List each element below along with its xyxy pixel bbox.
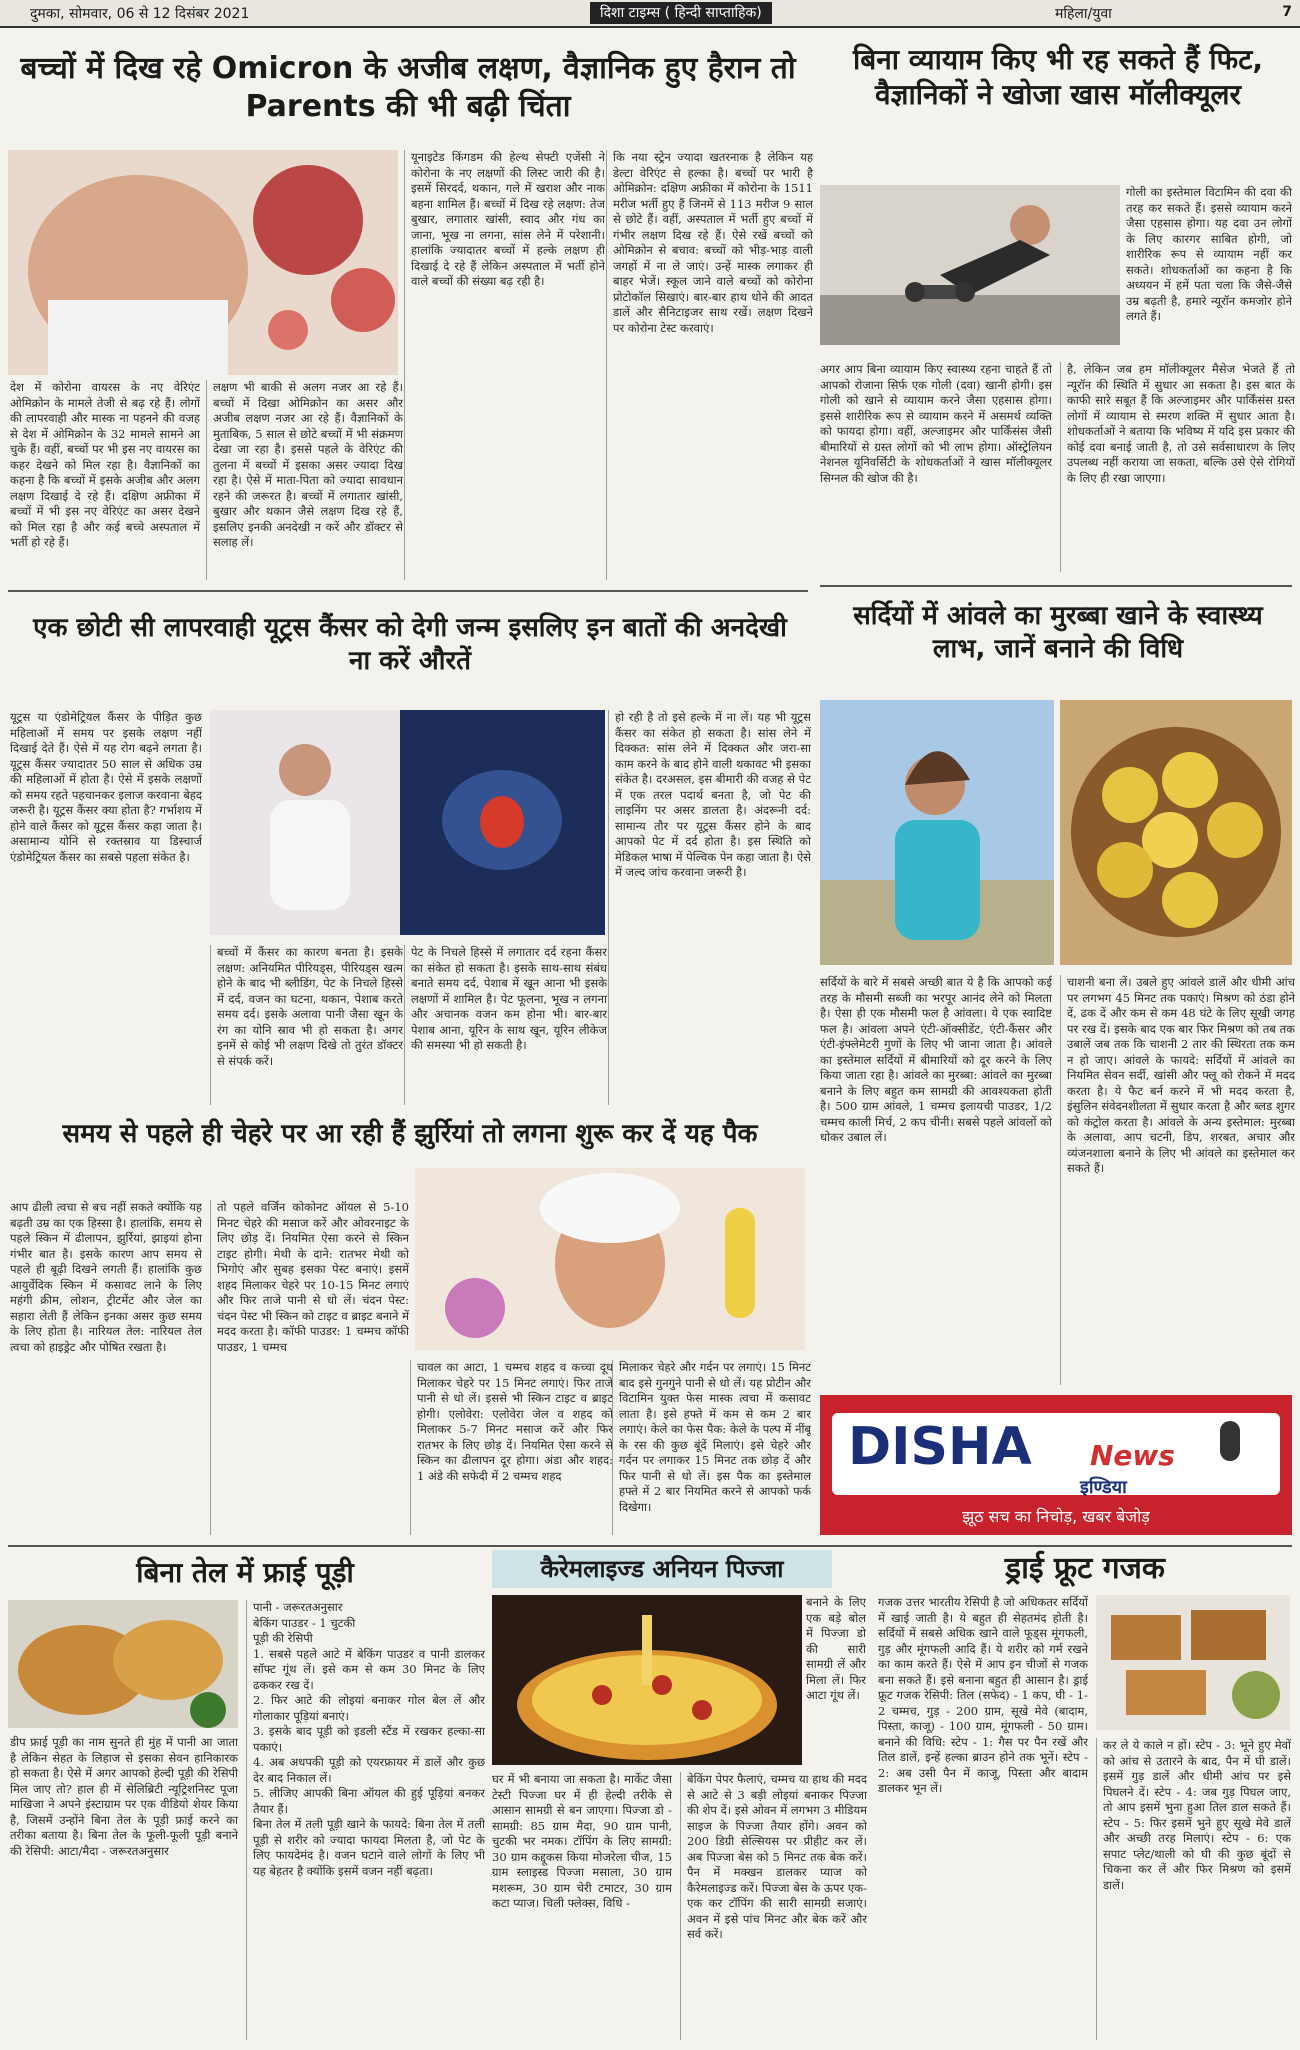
page-header	[0, 0, 1300, 28]
wrinkles-col-1: आप ढीली त्वचा से बच नहीं सकते क्योंकि यह बढ़ती उम्र का एक हिस्सा है। हालांकि, समय से पहले स्किन में ढीलापन, झुर्रियां, झाइयां होना गंभीर बात है। इसके कारण आप समय से पहले ही बूढ़ी दिखने लगती हैं। हालांकि कुछ आयुर्वेदिक स्किन में कसावट लाने के लिए महंगी क्रीम, लोशन, ट्रीटमेंट और जेल का सहारा लेती हैं लेकिन इनका असर कुछ समय के लिए होता है। नारियल तेल: नारियल तेल त्वचा को हाइड्रेट और पोषित रखता है।	[10, 1200, 202, 1354]
pizza-col-1: घर में भी बनाया जा सकता है। मार्केट जैसा टेस्टी पिज्जा घर में ही हेल्दी तरीके से आसान सामग्री से बन जाएगा। पिज्जा डो - सामग्री: 85 ग्राम मैदा, 90 ग्राम पानी, चुटकी भर नमक। टॉपिंग के लिए सामग्री: 30 ग्राम कद्दूकस किया मोजरेला चीज, 15 ग्राम स्लाइस्ड पिज्जा मसाला, 30 ग्राम मशरूम, 30 ग्राम चेरी टमाटर, 30 ग्राम कटा प्याज। चिली फ्लेक्स, विधि -	[492, 1772, 672, 1910]
omicron-col-1: देश में कोरोना वायरस के नए वेरिएंट ओमिक्रोन के मामले तेजी से बढ़ रहे हैं। लोगों की लापरवाही और मास्क ना पहनने की वजह से देश में ओमिक्रोन के 32 मामले सामने आ चुके हैं। वहीं, बच्चों पर भी इस नए वायरस का कहर देखने को मिल रहा है। वैज्ञानिकों का कहना है कि बच्चों में इसके अजीब और अलग लक्षण दिखाई दे रहे हैं। दक्षिण अफ्रीका में बच्चों में भी इस नए वेरिएंट का असर देखने को मिल रहा है और कई बच्चे अस्पताल में भर्ती हो रहे हैं।	[10, 380, 200, 549]
face-pack-photo	[415, 1168, 805, 1350]
omicron-col-3: यूनाइटेड किंगडम की हेल्थ सेफ्टी एजेंसी ने कोरोना के नए लक्षणों की लिस्ट जारी की है। इसमें सिरदर्द, थकान, गले में खराश और नाक बहना शामिल हैं। बच्चों में दिख रहे लक्षण: तेज बुखार, लगातार खांसी, स्वाद और गंध का जाना, भूख ना लगना, सांस लेने में परेशानी। हालांकि ज्यादातर बच्चों में हल्के लक्षण ही दिखाई दे रहे हैं लेकिन अस्पताल में भर्ती होने वाले बच्चों की संख्या बढ़ रही है।	[404, 150, 605, 580]
masthead: दिशा टाइम्स ( हिन्दी साप्ताहिक)	[590, 2, 772, 24]
amla-woman-photo	[820, 700, 1054, 965]
article-puri-headline: बिना तेल में फ्राई पूड़ी	[136, 1556, 354, 1589]
fitness-col-2: है, लेकिन जब हम मॉलीक्यूलर मैसेज भेजते हैं तो न्यूरॉन की स्थिति में सुधार आ सकता है। इस बात के काफी सारे सबूत हैं कि अल्जाइमर और पार्किंसंस ग्रस्त लोगों में व्यायाम से स्मरण शक्ति में सुधार आता है। शोधकर्ताओं ने बताया कि भविष्य में यदि इस प्रकार की कोई दवा बनाई जाती है, तो उसे सर्वसाधारण के लिए उपलब्ध नहीं कराया जा सकता, बल्कि उसे ऐसे रोगियों के लिए ही रखा जाएगा।	[1060, 362, 1295, 572]
puri-col-2: पानी - जरूरतअनुसार बेकिंग पाउडर - 1 चुटकी पूड़ी की रेसिपी 1. सबसे पहले आटे में बेकिंग पाउडर व पानी डालकर सॉफ्ट गूंथ लें। इसे कम से कम 30 मिनट के लिए ढककर रख दें। 2. फिर आटे की लोइयां बनाकर गोल बेल लें और गोलाकार पूड़ियां बनाएं। 3. इसके बाद पूड़ी को इडली स्टैंड में रखकर हल्का-सा पकाएं। 4. अब अधपकी पूड़ी को एयरफ्रायर में डालें और कुछ देर बाद निकाल लें। 5. लीजिए आपकी बिना ऑयल की हुई पूड़ियां बनकर तैयार हैं। बिना तेल में तली पूड़ी खाने के फायदे: बिना तेल में तली पूड़ी से शरीर को ज्यादा फायदा मिलता है, जो पेट के लिए फायदेमंद है। वजन घटाने वाले लोगों के लिए भी यह बेहतर है क्योंकि इसमें वजन नहीं बढ़ता।	[246, 1600, 485, 2040]
article-omicron-headline: बच्चों में दिख रहे Omicron के अजीब लक्षण, वैज्ञानिक हुए हैरान तो Parents की भी बढ़ी चिंता	[20, 51, 796, 124]
disha-news-ad	[820, 1395, 1292, 1535]
wrinkles-col-4: मिलाकर चेहरे और गर्दन पर लगाएं। 15 मिनट बाद इसे गुनगुने पानी से धो लें। यह प्रोटीन और विटामिन युक्त फेस मास्क त्वचा में कसावट लाता है। इसे हफ्ते में कम से कम 2 बार लगाएं। केले का फेस पैक: केले के पल्प में नींबू के रस की कुछ बूंदें मिलाएं। इसे चेहरे और गर्दन पर लगाकर 15 मिनट तक छोड़ दें और फिर पानी से धो लें। इस पैक का इस्तेमाल हफ्ते में 2 बार नियमित करने से आपको फर्क दिखेगा।	[612, 1360, 811, 1535]
divider	[8, 590, 808, 592]
wrinkles-col-2: तो पहले वर्जिन कोकोनट ऑयल से 5-10 मिनट चेहरे की मसाज करें और ओवरनाइट के लिए छोड़ दें। नियमित ऐसा करने से स्किन टाइट होगी। मेथी के दाने: रातभर मेथी को भिगोएं और सुबह इसका पेस्ट बनाएं। इसमें शहद मिलाकर चेहरे पर 10-15 मिनट लगाएं और फिर ताजे पानी से धो लें। चंदन पेस्ट: चंदन पेस्ट भी स्किन को टाइट व ब्राइट बनाने में मदद करता है। कॉफी पाउडर: 1 चम्मच कॉफी पाउडर, 1 चम्मच	[210, 1200, 409, 1535]
uterus-col-3: पेट के निचले हिस्से में लगातार दर्द रहना कैंसर का संकेत हो सकता है। इसके साथ-साथ संबंध बनाते समय दर्द, पेशाब में खून आना भी इसके लक्षणों में शामिल है। पेट फूलना, भूख न लगना और अचानक वजन कम होना भी। बार-बार पेशाब आना, यूरिन के साथ खून, यूरिन लीकेज की समस्या भी हो सकती है।	[404, 945, 607, 1105]
article-pizza-headline: कैरेमलाइज्ड अनियन पिज्जा	[492, 1550, 832, 1588]
page-number: 7	[1282, 4, 1292, 20]
ad-sub: इण्डिया	[1080, 1477, 1127, 1498]
divider	[820, 585, 1292, 587]
omicron-photo	[8, 150, 398, 375]
section-label: महिला/युवा	[1055, 6, 1112, 22]
article-wrinkles-headline: समय से पहले ही चेहरे पर आ रही हैं झुर्रियां तो लगना शुरू कर दें यह पैक	[62, 1119, 758, 1149]
article-uterus-headline: एक छोटी सी लापरवाही यूट्रस कैंसर को देगी जन्म इसलिए इन बातों की अनदेखी ना करें औरतें	[33, 613, 787, 676]
divider	[8, 1545, 1292, 1547]
omicron-col-4: कि नया स्ट्रेन ज्यादा खतरनाक है लेकिन यह डेल्टा वेरिएंट से हल्का है। बच्चों पर भारी है ओमिक्रोन: दक्षिण अफ्रीका में कोरोना के 1511 मरीज भर्ती हुए हैं जिनमें से 113 मरीज 9 साल से छोटे हैं। वहीं, अस्पताल में भर्ती हुए बच्चों में गंभीर लक्षण दिख रहे हैं। ऐसे रखें बच्चों को ओमिक्रोन से बचाव: बच्चों को भीड़-भाड़ वाली जगहों में ना ले जाएं। उन्हें मास्क लगाकर ही बाहर भेजें। स्कूल जाने वाले बच्चों को कोरोना प्रोटोकॉल सिखाएं। बार-बार हाथ धोने की आदत डालें और सैनिटाइजर साथ रखें। लक्षण दिखने पर कोरोना टेस्ट करवाएं।	[606, 150, 813, 580]
gajak-col-1: गजक उत्तर भारतीय रेसिपी है जो अधिकतर सर्दियों में खाई जाती है। ये बहुत ही सेहतमंद होती है। सर्दियों में सबसे अधिक खाने वाले फूड्स मूंगफली, गुड़ और मूंगफली आदि हैं। ये शरीर को गर्म रखने का काम करते हैं। ऐसे में आप इन चीजों से गजक बना सकते हैं। इसे बनाना बहुत ही आसान है। ड्राई फ्रूट गजक रेसिपी: तिल (सफेद) - 1 कप, घी - 1-2 चम्मच, गुड़ - 200 ग्राम, सूखे मेवे (बादाम, पिस्ता, काजू) - 100 ग्राम, मूंगफली - 50 ग्राम। बनाने की विधि: स्टेप - 1: गैस पर पैन रखें और तिल डालें, इन्हें हल्का ब्राउन होने तक भूनें। स्टेप - 2: अब उसी पैन में काजू, पिस्ता और बादाम डालकर भून लें।	[878, 1595, 1088, 1795]
fitness-photo	[820, 185, 1120, 345]
uterus-col-2: बच्चों में कैंसर का कारण बनता है। इसके लक्षण: अनियमित पीरियड्स, पीरियड्स खत्म होने के बाद भी ब्लीडिंग, पेट के निचले हिस्से में दर्द, वजन का घटना, थकान, पेशाब करते समय दर्द। इसके अलावा पानी जैसा खून के रंग का योनि स्राव भी हो सकता है। अगर इनमें से कोई भी लक्षण दिखे तो तुरंत डॉक्टर से संपर्क करें।	[210, 945, 403, 1105]
uterus-photo	[210, 710, 605, 935]
puri-col-1: डीप फ्राई पूड़ी का नाम सुनते ही मुंह में पानी आ जाता है लेकिन सेहत के लिहाज से इसका सेवन हानिकारक हो सकता है। ऐसे में अगर आपको हेल्दी पूड़ी की रेसिपी मिल जाए तो? हाल ही में सेलिब्रिटी न्यूट्रिशनिस्ट पूजा माखिजा ने अपने इंस्टाग्राम पर एक वीडियो शेयर किया है, जिसमें उन्होंने बिना तेल के पूड़ी फ्राई करने का तरीका बताया है। बिना तेल के फूली-फूली पूड़ी बनाने की रेसिपी: आटा/मैदा - जरूरतअनुसार	[10, 1735, 238, 1858]
issue-date: दुमका, सोमवार, 06 से 12 दिसंबर 2021	[30, 6, 250, 22]
wrinkles-col-3: चावल का आटा, 1 चम्मच शहद व कच्चा दूध मिलाकर चेहरे पर 15 मिनट लगाएं। फिर ताजे पानी से धो लें। इससे भी स्किन टाइट व ब्राइट होगी। एलोवेरा: एलोवेरा जेल व शहद को मिलाकर 5-7 मिनट मसाज करें और फिर रातभर के लिए छोड़ दें। नियमित ऐसा करने से स्किन का ढीलापन दूर होगा। अंडा और शहद: 1 अंडे की सफेदी में 2 चम्मच शहद	[410, 1360, 613, 1535]
article-fitness-headline: बिना व्यायाम किए भी रह सकते हैं फिट, वैज्ञानिकों ने खोजा खास मॉलीक्यूलर	[853, 43, 1263, 111]
amla-col-1: सर्दियों के बारे में सबसे अच्छी बात ये है कि आपको कई तरह के मौसमी सब्जी का भरपूर आनंद लेने को मिलता है। ऐसा ही एक मौसमी फल है आंवला। ये एक स्वादिष्ट फल है। आंवला अपने एंटी-ऑक्सीडेंट, एंटी-कैंसर और एंटी-इंफ्लेमेटरी गुणों के लिए भी जाना जाता है। आंवले का इस्तेमाल सर्दियों में बीमारियों को दूर करने के लिए किया जाता रहा है। आंवले का मुरब्बा: आंवले का मुरब्बा बनाने के लिए बहुत कम सामग्री की आवश्यकता होती है। 500 ग्राम आंवले, 1 चम्मच इलायची पाउडर, 1/2 चम्मच काली मिर्च, 2 कप चीनी। सबसे पहले आंवलों को धोकर उबाल लें।	[820, 975, 1052, 1144]
ad-news: News	[1090, 1439, 1175, 1472]
microphone-icon	[1220, 1421, 1240, 1461]
omicron-col-2: लक्षण भी बाकी से अलग नजर आ रहे हैं। बच्चों में दिखा ओमिक्रोन का असर और अजीब लक्षण नजर आ रहे हैं। वैज्ञानिकों के मुताबिक, 5 साल से छोटे बच्चों में भी संक्रमण देखा जा रहा है। इससे पहले के वेरिएंट की तुलना में बच्चों में इसका असर ज्यादा दिख रहा है। ऐसे में माता-पिता को ज्यादा सावधान रहने की जरूरत है। बच्चों में लगातार खांसी, बुखार और थकान जैसे लक्षण दिख रहे हैं, इसलिए इनकी अनदेखी न करें और डॉक्टर से सलाह लें।	[206, 380, 403, 580]
fitness-col-1: अगर आप बिना व्यायाम किए स्वास्थ्य रहना चाहते हैं तो आपको रोजाना सिर्फ एक गोली (दवा) खानी होगी। इस गोली को खाने से व्यायाम करने जैसा एहसास होगा। इससे शारीरिक रूप से व्यायाम करने में असमर्थ व्यक्ति को फायदा होगा। वहीं, अल्जाइमर और पार्किंसंस जैसी बीमारियों से ग्रस्त लोगों को भी लाभ होगा। ऑस्ट्रेलियन नेशनल यूनिवर्सिटी के शोधकर्ताओं ने खास मॉलीक्यूलर सिग्नल की खोज की है।	[820, 362, 1052, 485]
gajak-col-2: कर ले ये काले न हों। स्टेप - 3: भूने हुए मेवों को आंच से उतारने के बाद, पैन में घी डालें। इसमें गुड़ डालें और धीमी आंच पर इसे पिघलने दें। स्टेप - 4: जब गुड़ पिघल जाए, तो आप इसमें भुना हुआ तिल डाल सकते हैं। स्टेप - 5: फिर इसमें भुने हुए सूखे मेवे डालें और अच्छी तरह मिलाएं। स्टेप - 6: एक सपाट प्लेट/थाली को घी की कुछ बूंदों से चिकना कर लें और फिर मिश्रण को इसमें डालें।	[1096, 1738, 1291, 2040]
amla-col-2: चाशनी बना लें। उबले हुए आंवले डालें और धीमी आंच पर लगभग 45 मिनट तक पकाएं। मिश्रण को ठंडा होने दें, ढक दें और कम से कम 48 घंटे के लिए सूखी जगह पर रख दें। इसके बाद एक बार फिर मिश्रण को तब तक उबालें जब तक कि चाशनी 2 तार की स्थिरता तक कम न हो जाए। आंवले के फायदे: सर्दियों में आंवले का नियमित सेवन सर्दी, खांसी और फ्लू को रोकने में मदद करता है। ये फैट बर्न करने में भी मदद करता है, इंसुलिन संवेदनशीलता में सुधार करता है और ब्लड शुगर को कंट्रोल करता है। आंवले के अन्य इस्तेमाल: मुरब्बा के अलावा, आप चटनी, डिप, शरबत, अचार और व्यंजनशाला बनाने के लिए भी आंवले का इस्तेमाल कर सकते हैं।	[1060, 975, 1295, 1385]
uterus-col-1: यूट्रस या एंडोमेट्रियल कैंसर के पीड़ित कुछ महिलाओं में समय पर इसके लक्षण नहीं दिखाई देते हैं। ऐसे में यह रोग बढ़ने लगता है। यूट्रस कैंसर ज्यादातर 50 साल से अधिक उम्र की महिलाओं में होता है। ऐसे में इसके लक्षणों को समय रहते पहचानकर इलाज करवाना बेहद जरूरी है। यूट्रस कैंसर क्या होता है? गर्भाशय में होने वाले कैंसर को यूट्रस कैंसर कहा जाता है। असामान्य योनि से रक्तस्राव या डिस्चार्ज एंडोमेट्रियल कैंसर का सबसे पहला संकेत है।	[10, 710, 202, 864]
amla-murabba-photo	[1060, 700, 1292, 965]
pizza-side-text: बनाने के लिए एक बड़े बोल में पिज्जा डो की सारी सामग्री लें और मिला लें। फिर आटा गूंथ लें।	[806, 1595, 866, 1702]
pizza-photo	[492, 1595, 802, 1765]
ad-brand: DISHA	[848, 1417, 1032, 1477]
pizza-col-2: बेकिंग पेपर फैलाएं, चम्मच या हाथ की मदद से आटे से 3 बड़ी लोइयां बनाकर पिज्जा की शेप दें। इसे ओवन में लगभग 3 मीडियम साइज के पिज्जा तैयार होंगे। अवन को 200 डिग्री सेल्सियस पर प्रीहीट कर लें। अब पिज्जा बेस को 5 मिनट तक बेक करें। पैन में मक्खन डालकर प्याज को कैरेमलाइज्ड करें। पिज्जा बेस के ऊपर एक-एक कर टॉपिंग की सारी सामग्री सजाएं। अवन में इसे पांच मिनट और बेक करें और सर्व करें।	[680, 1772, 867, 2040]
gajak-photo	[1096, 1595, 1290, 1730]
article-amla-headline: सर्दियों में आंवले का मुरब्बा खाने के स्वास्थ्य लाभ, जानें बनाने की विधि	[853, 601, 1263, 664]
fitness-side-text: गोली का इस्तेमाल विटामिन की दवा की तरह कर सकते हैं। इससे व्यायाम करने जैसा एहसास होगा। यह दवा उन लोगों के लिए कारगर साबित होगी, जो शारीरिक रूप से व्यायाम नहीं कर सकते। शोधकर्ताओं का कहना है कि अध्ययन में हमें पता चला कि जैसे-जैसे उम्र बढ़ती है, हमारे न्यूरॉन कमजोर होने लगते हैं।	[1126, 185, 1292, 323]
article-gajak-headline: ड्राई फ्रूट गजक	[1005, 1551, 1165, 1586]
puri-photo	[8, 1600, 238, 1728]
uterus-col-4: हो रही है तो इसे हल्के में ना लें। यह भी यूट्रस कैंसर का संकेत हो सकता है। सांस लेने में दिक्कत: सांस लेने में दिक्कत और जरा-सा काम करने के बाद होने वाली थकावट भी इसका संकेत है। दरअसल, इस बीमारी की वजह से पेट में एक तरल पदार्थ बनता है, जो पेट की लाइनिंग पर असर डालता है। अंदरूनी दर्द: सामान्य तौर पर यूट्रस कैंसर होने के बाद आपको पेट में दर्द होता है। इस स्थिति को मेडिकल भाषा में पेल्विक पेन कहा जाता है। ऐसे में जल्द जांच करवाना जरूरी है।	[608, 710, 811, 1105]
ad-tagline: झूठ सच का निचोड़, खबर बेजोड़	[962, 1507, 1150, 1526]
